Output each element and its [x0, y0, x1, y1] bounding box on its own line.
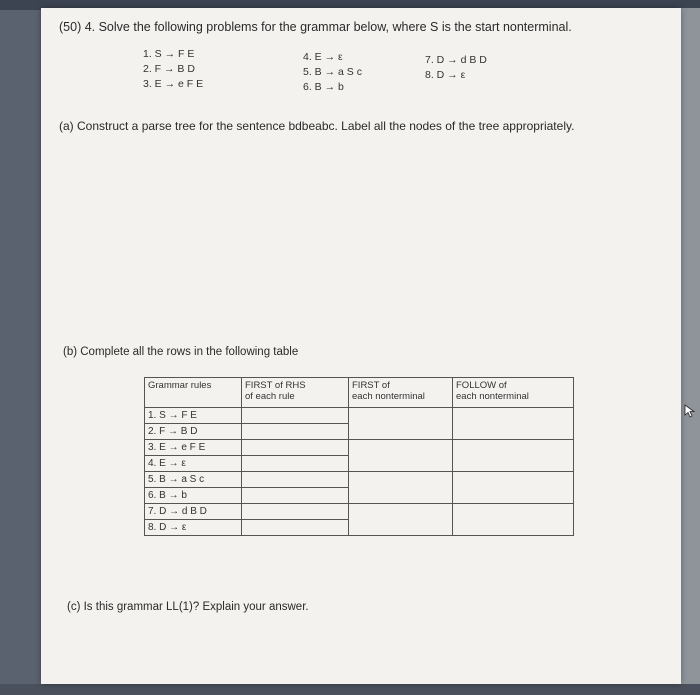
row-rule-8: 8. D → ε — [145, 520, 242, 536]
bottom-bar — [0, 684, 700, 695]
first-nonterminal-cell-d[interactable] — [349, 504, 453, 536]
part-b-question: (b) Complete all the rows in the following table — [63, 346, 299, 358]
row-rule-1: 1. S → F E — [145, 408, 242, 424]
cursor-arrow-icon — [684, 404, 696, 418]
first-rhs-cell-2[interactable] — [242, 424, 349, 440]
first-rhs-cell-7[interactable] — [242, 504, 349, 520]
follow-nonterminal-cell-e[interactable] — [453, 440, 574, 472]
header-grammar-rules: Grammar rules — [145, 378, 242, 408]
row-rule-7: 7. D → d B D — [145, 504, 242, 520]
row-rule-2: 2. F → B D — [145, 424, 242, 440]
first-rhs-cell-6[interactable] — [242, 488, 349, 504]
first-rhs-cell-5[interactable] — [242, 472, 349, 488]
grammar-rule-2: 2. F → B D — [143, 63, 195, 75]
right-edge-background — [681, 8, 700, 695]
problem-title: (50) 4. Solve the following problems for the grammar below, where S is the start nonterminal. — [59, 20, 572, 34]
table-row — [145, 440, 574, 456]
part-c-question: (c) Is this grammar LL(1)? Explain your answer. — [67, 601, 309, 613]
first-nonterminal-cell-b[interactable] — [349, 472, 453, 504]
first-rhs-cell-4[interactable] — [242, 456, 349, 472]
table-header-row — [145, 378, 574, 408]
grammar-rule-3: 3. E → e F E — [143, 78, 204, 90]
grammar-rule-7: 7. D → d B D — [425, 54, 487, 66]
part-a-question: (a) Construct a parse tree for the sentence bdbeabc. Label all the nodes of the tree appropriately. — [59, 119, 575, 133]
follow-nonterminal-cell-s-f[interactable] — [453, 408, 574, 440]
grammar-rule-5: 5. B → a S c — [303, 66, 362, 78]
first-rhs-cell-1[interactable] — [242, 408, 349, 424]
row-rule-3: 3. E → e F E — [145, 440, 242, 456]
table-row — [145, 472, 574, 488]
header-first-of-nonterminal: FIRST of each nonterminal — [349, 378, 453, 408]
header-first-of-rhs: FIRST of RHS of each rule — [242, 378, 349, 408]
row-rule-4: 4. E → ε — [145, 456, 242, 472]
first-nonterminal-cell-s-f[interactable] — [349, 408, 453, 440]
first-follow-table — [144, 377, 574, 536]
grammar-rule-1: 1. S → F E — [143, 48, 195, 60]
table-row — [145, 504, 574, 520]
header-follow-of-nonterminal: FOLLOW of each nonterminal — [453, 378, 574, 408]
grammar-rule-4: 4. E → ε — [303, 51, 343, 63]
first-rhs-cell-8[interactable] — [242, 520, 349, 536]
row-rule-6: 6. B → b — [145, 488, 242, 504]
first-nonterminal-cell-e[interactable] — [349, 440, 453, 472]
grammar-rule-6: 6. B → b — [303, 81, 344, 93]
follow-nonterminal-cell-d[interactable] — [453, 504, 574, 536]
table-row — [145, 408, 574, 424]
follow-nonterminal-cell-b[interactable] — [453, 472, 574, 504]
row-rule-5: 5. B → a S c — [145, 472, 242, 488]
first-rhs-cell-3[interactable] — [242, 440, 349, 456]
document-page — [41, 8, 681, 684]
grammar-rule-8: 8. D → ε — [425, 69, 466, 81]
